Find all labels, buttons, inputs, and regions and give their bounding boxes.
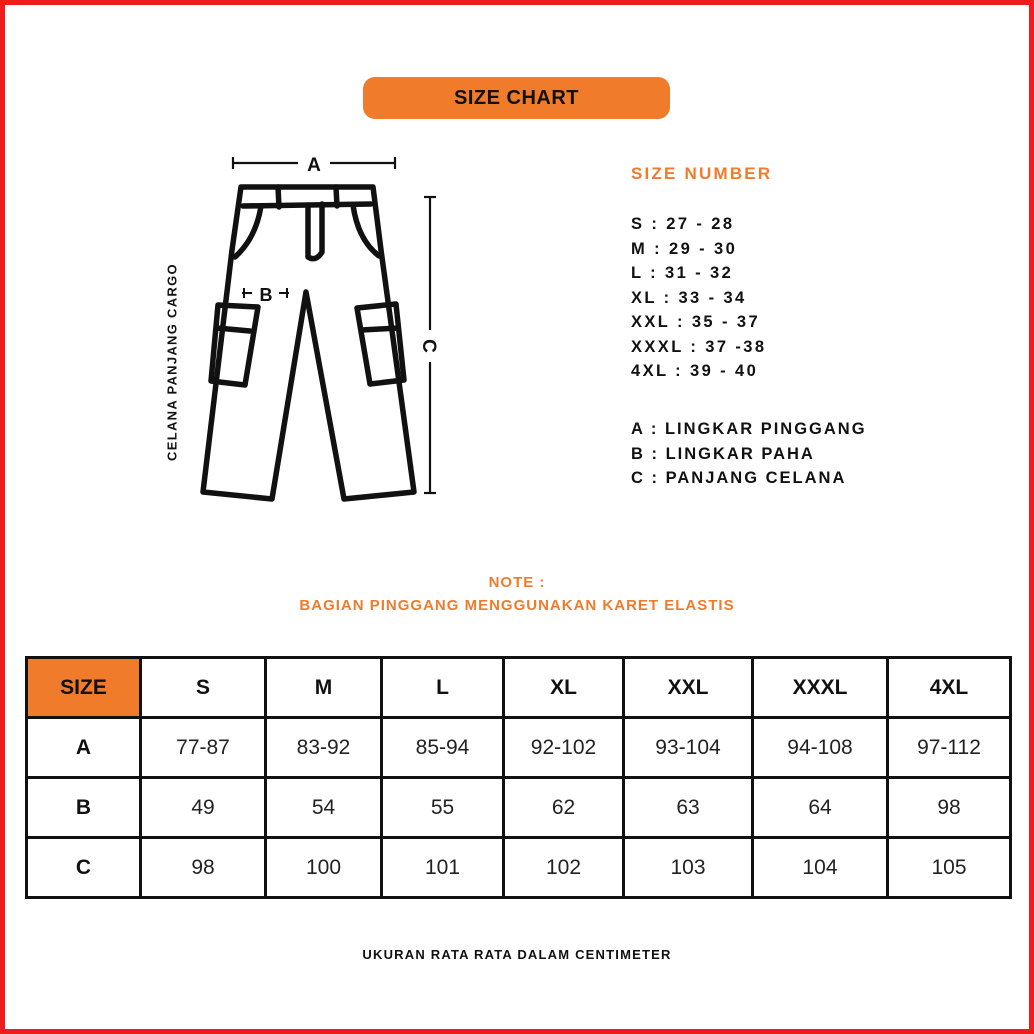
legend-item: B : LINGKAR PAHA [631,444,815,463]
table-column-header: L [382,658,504,718]
table-row [27,838,1011,898]
table-cell: 100 [266,838,382,898]
table-column-header: XXXL [753,658,888,718]
size-number-item: L : 31 - 32 [631,264,734,282]
dimension-b-label: B [259,285,273,305]
size-number-item: S : 27 - 28 [631,215,735,233]
table-cell: 103 [624,838,753,898]
size-number-item: XL : 33 - 34 [631,288,747,307]
table-cell: 85-94 [382,718,504,778]
table-column-header: M [266,658,382,718]
measurement-legend [631,417,867,491]
table-column-header: XL [504,658,624,718]
table-row-label: B [27,778,141,838]
table-cell: 102 [504,838,624,898]
table-cell: 55 [382,778,504,838]
size-table [25,656,1012,899]
belt-loop [278,187,279,207]
table-row-label: A [27,718,141,778]
legend-item: A : LINGKAR PINGGANG [631,420,867,438]
size-number-heading: SIZE NUMBER [631,164,773,183]
table-cell: 63 [624,778,753,838]
table-row-label: C [27,838,141,898]
dimension-a-label: A [307,155,321,176]
table-cell: 77-87 [141,718,266,778]
table-cell: 105 [888,838,1011,898]
legend-item: C : PANJANG CELANA [631,469,847,487]
size-number-item: 4XL : 39 - 40 [631,362,759,380]
dimension-c-label: C [418,339,439,353]
table-header-row [27,658,1011,718]
table-cell: 92-102 [504,718,624,778]
table-cell: 97-112 [888,718,1011,778]
note-text: BAGIAN PINGGANG MENGGUNAKAN KARET ELASTIS [299,597,735,614]
table-row [27,718,1011,778]
table-cell: 104 [753,838,888,898]
size-number-item: XXXL : 37 -38 [631,337,767,356]
product-caption: CELANA PANJANG CARGO [164,263,180,461]
size-number-list [631,212,766,384]
table-cell: 101 [382,838,504,898]
table-cell: 98 [888,778,1011,838]
right-cargo-flap [362,328,398,330]
size-number-item: XXL : 35 - 37 [631,313,761,331]
table-cell: 98 [141,838,266,898]
left-cargo-flap [217,328,250,331]
note-title: NOTE : [488,574,546,591]
table-cell: 83-92 [266,718,382,778]
table-cell: 62 [504,778,624,838]
belt-loop [336,187,337,206]
fly-line [308,204,322,259]
table-cell: 93-104 [624,718,753,778]
table-row [27,778,1011,838]
table-column-header: XXL [624,658,753,718]
size-number-item: M : 29 - 30 [631,239,738,258]
page-title-text: SIZE CHART [454,86,579,109]
footer-note: UKURAN RATA RATA DALAM CENTIMETER [362,947,672,962]
table-cell: 54 [266,778,382,838]
table-column-header: 4XL [888,658,1011,718]
table-cell: 49 [141,778,266,838]
table-cell: 64 [753,778,888,838]
table-corner-cell: SIZE [27,658,141,718]
table-cell: 94-108 [753,718,888,778]
table-column-header: S [141,658,266,718]
